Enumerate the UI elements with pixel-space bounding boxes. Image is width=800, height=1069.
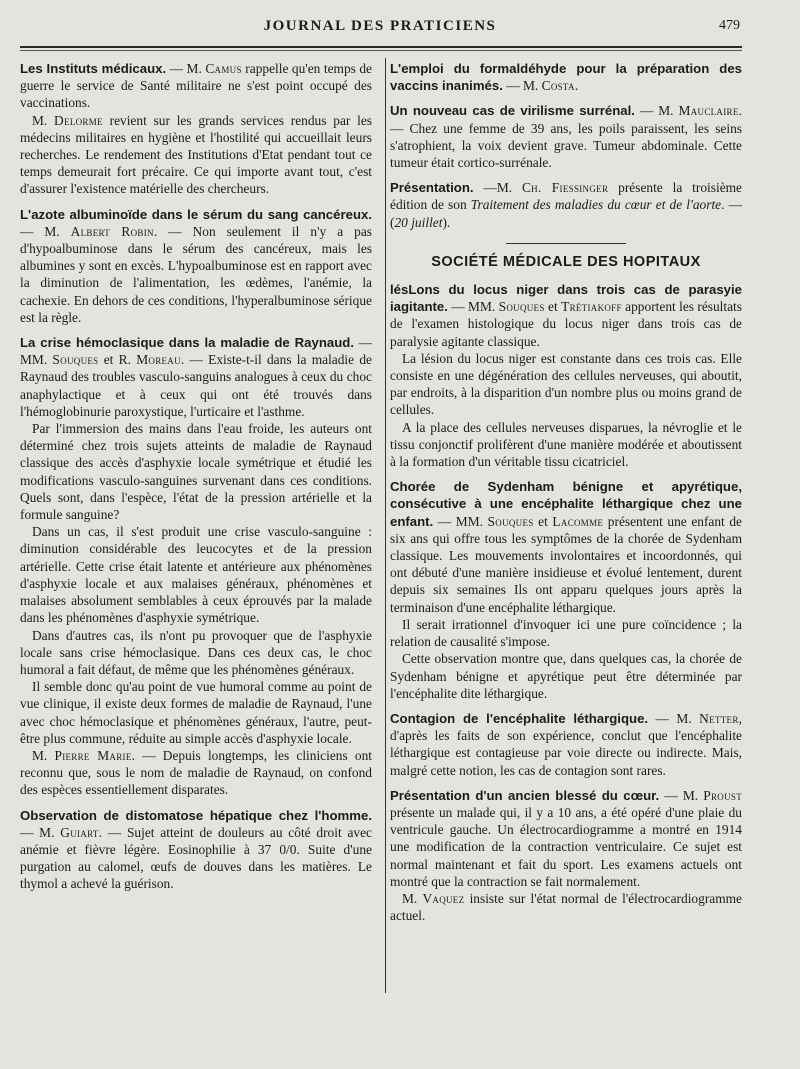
article-text: rappelle qu'en temps de guerre le service de Santé militaire ne s'est point occupé des vaccinations. bbox=[20, 61, 372, 111]
author-name: Souques bbox=[487, 513, 534, 529]
dash: — M. bbox=[502, 78, 542, 94]
dash: —M. bbox=[473, 180, 522, 196]
prefix: M. bbox=[32, 112, 55, 128]
author-name: Camus bbox=[205, 61, 242, 76]
article-text: . — ( bbox=[390, 197, 742, 230]
dash: — M. bbox=[20, 223, 71, 239]
article-title: Présentation d'un ancien blessé du cœur. bbox=[390, 787, 660, 803]
article-blesse-du-coeur bbox=[390, 787, 742, 890]
article-text: présentent une enfant de six ans qui offre tous les symptômes de la chorée de Sydenham classique. Les mouvements involontaires et incoordonnés, qui ont débuté d'une manière insidieuse et évolué lentement, durent depuis six semaines Ils ont apparu quelques jours après la terminaison d'une encéphalite léthargique. bbox=[390, 513, 742, 615]
article-formaldehyde bbox=[390, 60, 742, 94]
author-name: Albert Robin bbox=[70, 223, 154, 239]
article-text: apportent les résultats de l'examen histologique du locus niger dans trois cas de paralysie agitante classique. bbox=[390, 299, 742, 349]
author-name: Costa bbox=[541, 78, 575, 94]
author-name: Ch. Fiessinger bbox=[521, 180, 609, 196]
paragraph: Il semble donc qu'au point de vue humoral comme au point de vue clinique, il existe deux formes de maladie de Raynaud, l'une avec choc hémoclasique et phénomènes généraux, l'autre, peut-être plus commune, réduite au simple accès d'asphyxie locale. bbox=[20, 679, 372, 746]
paragraph bbox=[20, 747, 372, 799]
article-title: Chorée de Sydenham bénigne et apyrétique, consécutive à une encéphalite léthargique chez une enfant. bbox=[390, 479, 742, 529]
prefix: M. bbox=[32, 747, 55, 763]
article-presentation-fiessinger bbox=[390, 179, 742, 231]
dash: — MM. bbox=[20, 335, 372, 368]
author-name: Souques bbox=[498, 299, 545, 315]
period: . bbox=[574, 78, 579, 94]
paragraph: Par l'immersion des mains dans l'eau froide, les auteurs ont déterminé chez trois sujets atteints de maladie de Raynaud classique des accès d'asphyxie locale symétrique et étudié les modifications vasculo-sanguines survenant dans ces conditions. Quels sont, dans l'espèce, l'état de la pression artérielle et la formule sanguine? bbox=[20, 421, 372, 523]
journal-title: JOURNAL DES PRATICIENS bbox=[263, 18, 497, 34]
dash: — M. bbox=[634, 103, 679, 119]
dash: — M. bbox=[648, 710, 700, 726]
article-title: Contagion de l'encéphalite léthargique. bbox=[390, 710, 649, 726]
article-contagion-encephalite bbox=[390, 710, 742, 779]
section-title: SOCIÉTÉ MÉDICALE DES HOPITAUX bbox=[431, 253, 701, 270]
section-divider bbox=[506, 243, 626, 244]
author-name: Netter bbox=[699, 710, 739, 726]
article-choree-sydenham bbox=[390, 478, 742, 616]
article-text: . — Sujet atteint de douleurs au côté droit avec anémie et fièvre légère. Eosinophilie à 37 0/0. Suite d'une purgation au calomel, œufs de douves dans les matières. Le thymol a achevé la guérison. bbox=[20, 824, 373, 892]
article-text: , d'après les faits de son expérience, conclut que l'encéphalite léthargique est contagieuse par voie directe ou indirecte. Mais, malgré cette notion, les cas de contagion sont rares. bbox=[390, 710, 742, 778]
paragraph: Dans un cas, il s'est produit une crise vasculo-sanguine : diminution considérable des leucocytes et de la pression artérielle. Cette crise était latente et antérieure aux phénomènes d'asphyxie locale et aux malaises généraux, phénomènes et malaises absolument semblables à ceux éprouvés par la malade dans les phénomènes d'asphyxie symétrique. bbox=[20, 524, 372, 626]
conjunction: et bbox=[533, 513, 553, 529]
article-title: Observation de distomatose hépatique chez l'homme. bbox=[20, 807, 372, 823]
dash: — M. bbox=[20, 824, 61, 840]
book-title: Traitement des maladies du cœur et de l'aorte bbox=[470, 197, 722, 213]
paragraph: La lésion du locus niger est constante dans ces trois cas. Elle consiste en une dégénération des cellules nerveuses, qui aboutit, par endroits, à la disparition d'un nombre plus ou moins grand de cellules. bbox=[390, 350, 742, 418]
header-rule-thin bbox=[20, 50, 742, 51]
article-title: L'azote albuminoïde dans le sérum du sang cancéreux. bbox=[20, 206, 372, 222]
dash: — MM. bbox=[447, 299, 499, 315]
paragraph bbox=[390, 890, 742, 924]
dash: — MM. bbox=[433, 513, 488, 529]
article-text: présente un malade qui, il y a 10 ans, a été opéré d'une plaie du ventricule gauche. Un électrocardiogramme a montré en 1914 une modification de la contraction ventriculaire. Ce sujet est normal maintenant et fait du sport. Les examens actuels ont montré que la contraction se fait normalement. bbox=[390, 804, 742, 889]
article-text: . — Non seulement il n'y a pas d'hypoalbuminose dans le sérum des cancéreux, mais les albumines y sont en excès. L'hypoalbuminose est en rapport avec la diminution de l'alimentation, les œdèmes, l'anémie, la cachexie. En dehors de ces conditions, l'hyperalbuminose sérique est la règle. bbox=[20, 223, 372, 325]
left-column bbox=[20, 60, 372, 893]
article-crise-hemoclasique bbox=[20, 334, 372, 420]
header-rule bbox=[20, 46, 742, 48]
author-name: Delorme bbox=[54, 112, 103, 128]
paragraph: A la place des cellules nerveuses disparues, la névroglie et le tissu conjonctif prolifèrent d'une manière modérée et aboutissent à la formation d'un véritable tissu cicatriciel. bbox=[390, 419, 742, 470]
paragraph: Il serait irrationnel d'invoquer ici une pure coïncidence ; la relation de causalité s'impose. bbox=[390, 616, 742, 650]
author-name: Mauclaire bbox=[678, 103, 739, 119]
article-locus-niger bbox=[390, 281, 742, 350]
article-text: . — Existe-t-il dans la maladie de Raynaud des troubles vasculo-sanguins analogues à ceux du choc anaphylactique et à ceux qui ont été trouvés dans l'hémoglobinurie paroxystique, l'urticaire et l'asthme. bbox=[20, 352, 372, 419]
dash: — M. bbox=[659, 787, 704, 803]
article-title: Les Instituts médicaux. bbox=[20, 61, 167, 76]
author-name: Pierre Marie bbox=[54, 747, 132, 763]
article-azote-albuminoide bbox=[20, 206, 372, 326]
article-title: Un nouveau cas de virilisme surrénal. bbox=[390, 103, 635, 119]
paragraph-text: . — Depuis longtemps, les cliniciens ont reconnu que, sous le nom de maladie de Raynaud, on confond des espèces essentiellement disparates. bbox=[20, 747, 373, 798]
article-virilisme-surrenal bbox=[390, 102, 742, 171]
running-head bbox=[20, 18, 740, 40]
paragraph: Cette observation montre que, dans quelques cas, la chorée de Sydenham bénigne et apyrétique peut être déterminée par l'encéphalite dite léthargique. bbox=[390, 651, 742, 701]
page-number: 479 bbox=[719, 18, 740, 33]
author-name: Guiart bbox=[60, 824, 99, 840]
author-name: Souques bbox=[52, 352, 99, 368]
article-title: Présentation. bbox=[390, 180, 474, 196]
right-column bbox=[390, 60, 742, 924]
paragraph bbox=[20, 112, 372, 198]
article-title: L'emploi du formaldéhyde pour la préparation des vaccins inanimés. bbox=[390, 61, 742, 94]
article-text: présente la troisième édition de son bbox=[390, 180, 742, 213]
article-text: ). bbox=[442, 214, 451, 230]
author-name: Moreau bbox=[136, 352, 181, 368]
article-title: La crise hémoclasique dans la maladie de Raynaud. bbox=[20, 335, 355, 351]
prefix: M. bbox=[402, 890, 423, 906]
conjunction: et bbox=[544, 299, 562, 315]
article-distomatose-hepatique bbox=[20, 807, 372, 893]
paragraph: Dans d'autres cas, ils n'ont pu provoquer que de l'asphyxie locale sans crise hémoclasique. Dans ces deux cas, le choc humoral a fait défaut, de même que les phénomènes généraux. bbox=[20, 627, 372, 677]
paragraph-text: insiste sur l'état normal de l'électrocardiogramme actuel. bbox=[390, 890, 742, 924]
author-name: Lacomme bbox=[552, 513, 604, 529]
author-name: Proust bbox=[703, 787, 742, 803]
author-name: Trétiakoff bbox=[561, 299, 622, 315]
conjunction: et R. bbox=[98, 352, 137, 368]
paragraph-text: revient sur les grands services rendus par les médecins militaires en hygiène et l'hostilité qui accueillait leurs recherches. Le rendement des Institutions d'Etat pendant tout ce temps demeurait fort précaire. Ce qui importe avant tout, c'est d'assurer l'existence matérielle des chercheurs. bbox=[20, 112, 372, 197]
article-title: lésLons du locus niger dans trois cas de parasyie iagitante. bbox=[390, 282, 742, 315]
article-instituts-medicaux bbox=[20, 60, 372, 112]
column-divider bbox=[385, 58, 386, 993]
dash: — M. bbox=[166, 61, 206, 76]
session-date: 20 juillet bbox=[394, 214, 443, 230]
article-text: . — Chez une femme de 39 ans, les poils paraissent, les seins s'atrophient, la voix devient grave. Tumeur abdominale. Cette tumeur était cortico-surrénale. bbox=[390, 103, 742, 171]
author-name: Vaquez bbox=[422, 890, 465, 906]
